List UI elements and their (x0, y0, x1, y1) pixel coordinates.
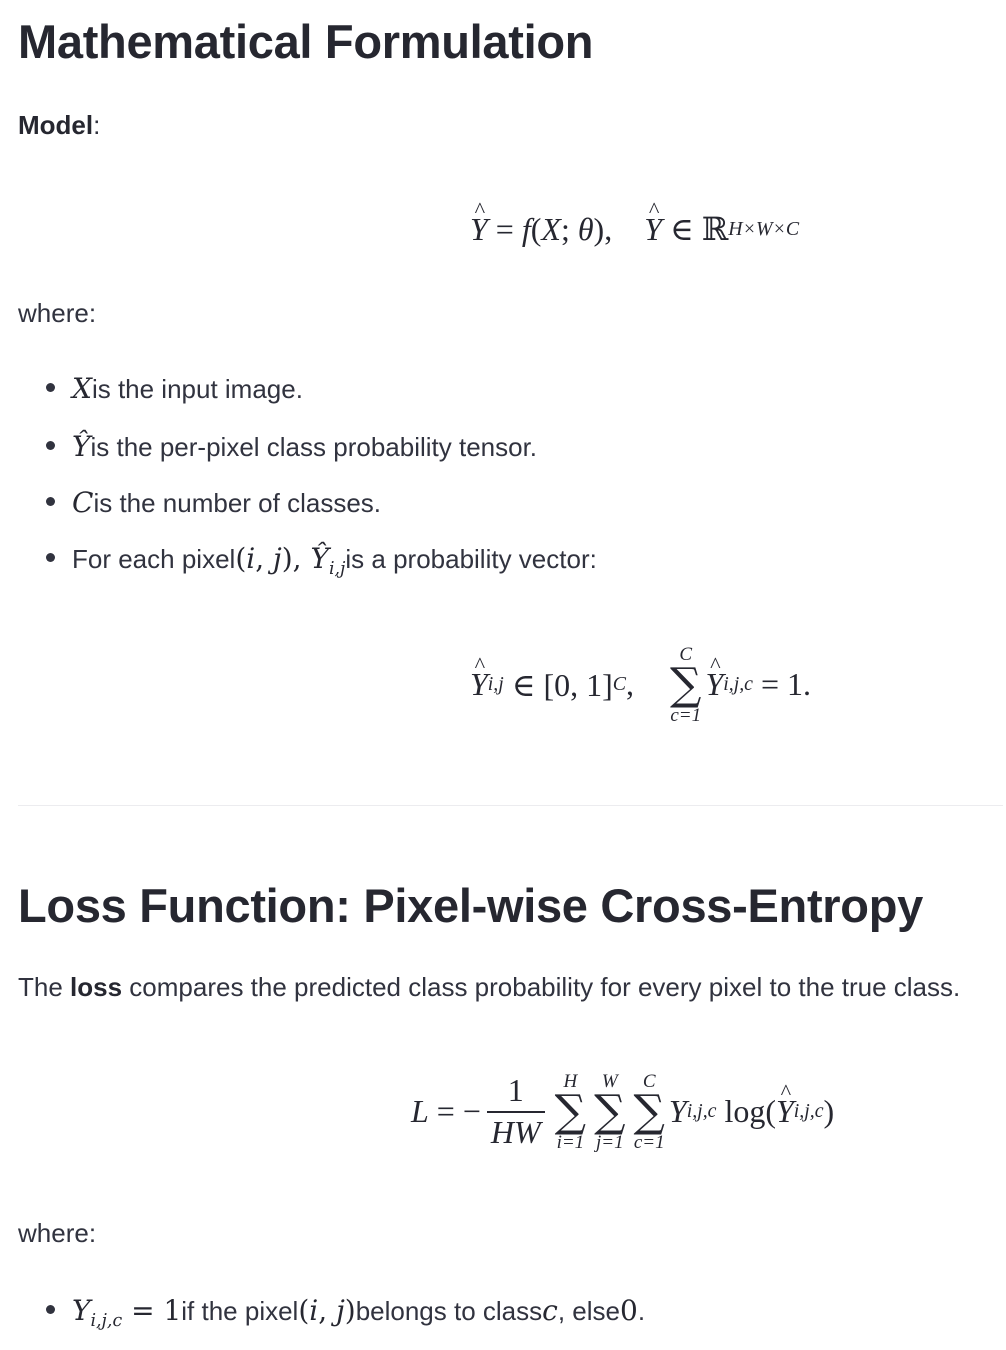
list-item (18, 372, 303, 405)
symbol-x: X (72, 372, 92, 405)
bullet-dot (46, 441, 55, 450)
where-label-1: where: (18, 298, 97, 328)
sum-operator-j: W ∑ j=1 (594, 1071, 626, 1153)
where-label-2: where: (18, 1218, 97, 1248)
bullet-dot (46, 497, 55, 506)
symbol-y-hat: Ŷ (72, 430, 91, 463)
list-item (18, 486, 381, 519)
loss-intro: The loss compares the predicted class probability for every pixel to the true class. (18, 972, 961, 1002)
list-item: $Y_{i,j,c} = 1$ if the pixel (i, j) belongs to class c , else 0 . (18, 1294, 645, 1331)
equation-probability: ^ Y i,j ∈ [0, 1] C , C ∑ c=1 ^ Y i,j,c = 1. (470, 645, 811, 725)
symbol-pixel: (i, j), $Ŷ_{i,j}$ (235, 542, 346, 580)
bullet-text: is the number of classes. (93, 488, 382, 518)
list-item (18, 542, 597, 579)
bullet-dot (46, 383, 55, 392)
bullet-dot (46, 1305, 55, 1314)
equation-loss: L = − $\frac{1}{HW}$ H ∑ i=1 W ∑ j=1 C ∑ c=1 Y i,j,c log( ^ Y i,j,c ) (411, 1072, 834, 1152)
loss-bold: loss (70, 972, 123, 1002)
symbol-c: C (72, 486, 94, 519)
bullet-text: is the input image. (91, 374, 303, 404)
model-label (18, 110, 100, 141)
heading-loss-function: Loss Function: Pixel-wise Cross-Entropy (18, 879, 923, 932)
bullet-text: is the per-pixel class probability tensor. (90, 432, 538, 462)
model-colon: : (93, 110, 101, 140)
list-item (18, 430, 537, 463)
model-bold: Model (18, 110, 94, 140)
sum-operator: C ∑ c=1 (670, 644, 702, 726)
fraction: $\frac{1}{HW}$ (487, 1074, 545, 1149)
symbol-y-ijc: $Y_{i,j,c} = 1$ (72, 1294, 182, 1332)
bullet-text: is a probability vector: (345, 544, 597, 574)
bullet-lead: For each pixel (72, 544, 236, 574)
heading-mathematical-formulation: Mathematical Formulation (18, 15, 594, 68)
equation-model: ^ Y = f ( X ; θ ), ^ Y ∈ ℝ H×W×C (470, 210, 799, 248)
sum-operator-c: C ∑ c=1 (633, 1071, 665, 1153)
bullet-dot (46, 553, 55, 562)
section-divider (18, 805, 1003, 806)
sum-operator-i: H ∑ i=1 (554, 1071, 587, 1153)
